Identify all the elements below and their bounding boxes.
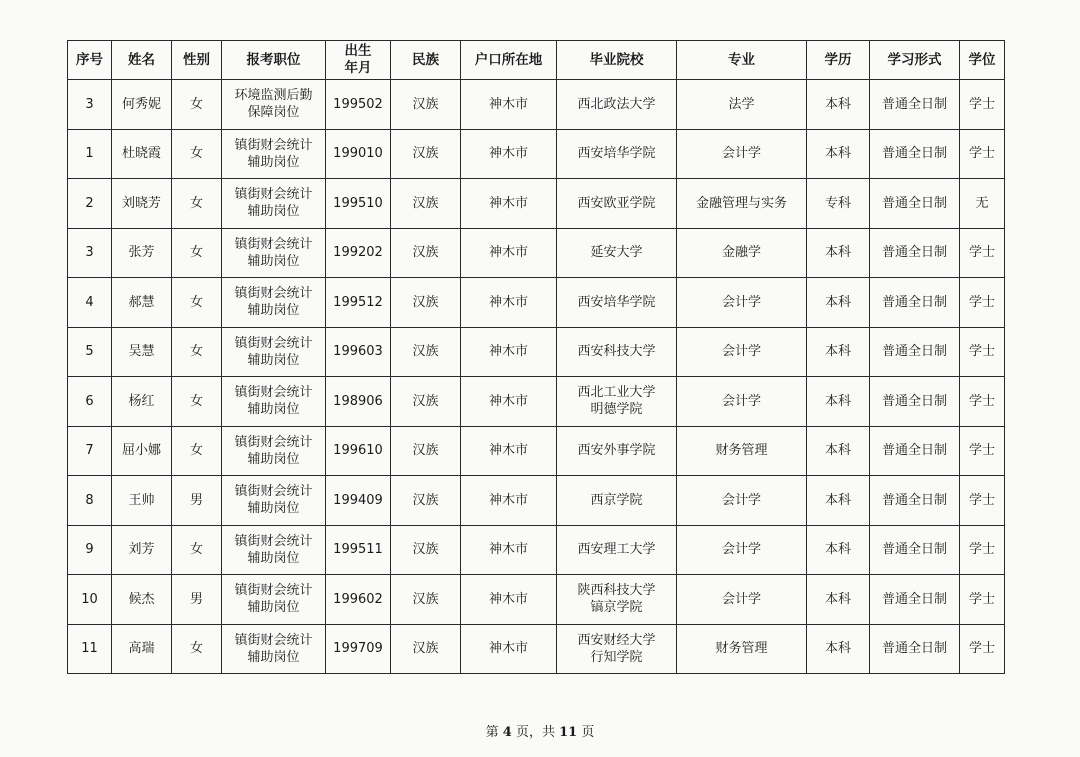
cell-col-name: 屈小娜	[112, 426, 172, 476]
cell-col-gender: 女	[172, 80, 222, 130]
cell-col-gender: 女	[172, 426, 222, 476]
cell-col-ethnicity: 汉族	[391, 327, 461, 377]
cell-col-education: 本科	[807, 80, 870, 130]
header-col-school: 毕业院校	[557, 41, 677, 80]
cell-col-gender: 女	[172, 525, 222, 575]
cell-col-degree: 学士	[960, 525, 1005, 575]
cell-col-study-mode: 普通全日制	[870, 179, 960, 229]
footer-suffix: 页	[581, 725, 595, 740]
cell-col-major: 会计学	[677, 327, 807, 377]
table-row	[68, 525, 1005, 575]
cell-col-school: 西安外事学院	[557, 426, 677, 476]
cell-col-major: 金融学	[677, 228, 807, 278]
cell-col-residence: 神木市	[461, 327, 557, 377]
cell-col-education: 本科	[807, 575, 870, 625]
cell-col-name: 高瑞	[112, 624, 172, 674]
cell-col-residence: 神木市	[461, 525, 557, 575]
cell-col-name: 刘芳	[112, 525, 172, 575]
header-col-education: 学历	[807, 41, 870, 80]
cell-col-gender: 女	[172, 129, 222, 179]
cell-col-residence: 神木市	[461, 80, 557, 130]
page-footer	[0, 721, 1080, 740]
cell-col-index: 9	[68, 525, 112, 575]
cell-col-education: 本科	[807, 327, 870, 377]
cell-col-position: 镇街财会统计 辅助岗位	[222, 327, 326, 377]
applicant-table	[67, 40, 1005, 674]
cell-col-degree: 学士	[960, 624, 1005, 674]
cell-col-ethnicity: 汉族	[391, 575, 461, 625]
cell-col-ethnicity: 汉族	[391, 80, 461, 130]
cell-col-name: 张芳	[112, 228, 172, 278]
header-col-birth: 出生 年月	[326, 41, 391, 80]
cell-col-position: 镇街财会统计 辅助岗位	[222, 575, 326, 625]
cell-col-position: 镇街财会统计 辅助岗位	[222, 426, 326, 476]
cell-col-study-mode: 普通全日制	[870, 575, 960, 625]
cell-col-index: 7	[68, 426, 112, 476]
cell-col-study-mode: 普通全日制	[870, 228, 960, 278]
cell-col-school: 西安培华学院	[557, 129, 677, 179]
header-col-ethnicity: 民族	[391, 41, 461, 80]
cell-col-name: 何秀妮	[112, 80, 172, 130]
table-row	[68, 278, 1005, 328]
cell-col-index: 10	[68, 575, 112, 625]
cell-col-birth: 199202	[326, 228, 391, 278]
cell-col-school: 陕西科技大学 镐京学院	[557, 575, 677, 625]
cell-col-residence: 神木市	[461, 129, 557, 179]
cell-col-birth: 198906	[326, 377, 391, 427]
current-page-number: 4	[502, 725, 512, 740]
cell-col-study-mode: 普通全日制	[870, 80, 960, 130]
cell-col-study-mode: 普通全日制	[870, 476, 960, 526]
cell-col-gender: 女	[172, 278, 222, 328]
table-row	[68, 426, 1005, 476]
cell-col-school: 西安培华学院	[557, 278, 677, 328]
table-row	[68, 476, 1005, 526]
cell-col-ethnicity: 汉族	[391, 278, 461, 328]
cell-col-gender: 男	[172, 476, 222, 526]
cell-col-major: 会计学	[677, 575, 807, 625]
cell-col-residence: 神木市	[461, 179, 557, 229]
table-row	[68, 624, 1005, 674]
footer-middle: 页，共	[515, 725, 555, 740]
cell-col-education: 本科	[807, 525, 870, 575]
cell-col-residence: 神木市	[461, 377, 557, 427]
total-page-count: 11	[559, 725, 578, 740]
cell-col-school: 西北政法大学	[557, 80, 677, 130]
cell-col-education: 本科	[807, 426, 870, 476]
cell-col-index: 3	[68, 228, 112, 278]
cell-col-degree: 学士	[960, 228, 1005, 278]
cell-col-degree: 学士	[960, 426, 1005, 476]
cell-col-school: 西安理工大学	[557, 525, 677, 575]
cell-col-birth: 199602	[326, 575, 391, 625]
cell-col-major: 会计学	[677, 278, 807, 328]
cell-col-school: 西京学院	[557, 476, 677, 526]
cell-col-school: 西安财经大学 行知学院	[557, 624, 677, 674]
cell-col-residence: 神木市	[461, 426, 557, 476]
cell-col-residence: 神木市	[461, 476, 557, 526]
cell-col-degree: 无	[960, 179, 1005, 229]
footer-prefix: 第	[485, 725, 499, 740]
header-col-major: 专业	[677, 41, 807, 80]
cell-col-education: 本科	[807, 129, 870, 179]
cell-col-gender: 男	[172, 575, 222, 625]
table-row	[68, 179, 1005, 229]
cell-col-education: 本科	[807, 228, 870, 278]
cell-col-study-mode: 普通全日制	[870, 377, 960, 427]
cell-col-major: 财务管理	[677, 624, 807, 674]
table-row	[68, 80, 1005, 130]
table-header-row	[68, 41, 1005, 80]
cell-col-birth: 199409	[326, 476, 391, 526]
cell-col-degree: 学士	[960, 278, 1005, 328]
cell-col-major: 会计学	[677, 129, 807, 179]
table-row	[68, 228, 1005, 278]
cell-col-major: 财务管理	[677, 426, 807, 476]
cell-col-ethnicity: 汉族	[391, 476, 461, 526]
cell-col-major: 金融管理与实务	[677, 179, 807, 229]
cell-col-name: 郝慧	[112, 278, 172, 328]
cell-col-ethnicity: 汉族	[391, 377, 461, 427]
cell-col-name: 吴慧	[112, 327, 172, 377]
cell-col-study-mode: 普通全日制	[870, 129, 960, 179]
cell-col-position: 镇街财会统计 辅助岗位	[222, 624, 326, 674]
table-row	[68, 575, 1005, 625]
cell-col-study-mode: 普通全日制	[870, 624, 960, 674]
cell-col-gender: 女	[172, 377, 222, 427]
cell-col-birth: 199709	[326, 624, 391, 674]
cell-col-position: 镇街财会统计 辅助岗位	[222, 228, 326, 278]
header-col-index: 序号	[68, 41, 112, 80]
cell-col-birth: 199511	[326, 525, 391, 575]
cell-col-ethnicity: 汉族	[391, 179, 461, 229]
cell-col-degree: 学士	[960, 377, 1005, 427]
header-col-gender: 性别	[172, 41, 222, 80]
cell-col-birth: 199510	[326, 179, 391, 229]
cell-col-index: 5	[68, 327, 112, 377]
cell-col-name: 杨红	[112, 377, 172, 427]
header-col-degree: 学位	[960, 41, 1005, 80]
cell-col-index: 11	[68, 624, 112, 674]
cell-col-school: 西安科技大学	[557, 327, 677, 377]
cell-col-residence: 神木市	[461, 624, 557, 674]
cell-col-position: 镇街财会统计 辅助岗位	[222, 278, 326, 328]
cell-col-ethnicity: 汉族	[391, 426, 461, 476]
cell-col-major: 会计学	[677, 377, 807, 427]
table-row	[68, 327, 1005, 377]
cell-col-major: 会计学	[677, 476, 807, 526]
cell-col-gender: 女	[172, 179, 222, 229]
cell-col-study-mode: 普通全日制	[870, 426, 960, 476]
cell-col-position: 镇街财会统计 辅助岗位	[222, 129, 326, 179]
cell-col-birth: 199610	[326, 426, 391, 476]
cell-col-education: 本科	[807, 377, 870, 427]
header-col-study-mode: 学习形式	[870, 41, 960, 80]
cell-col-index: 4	[68, 278, 112, 328]
cell-col-position: 镇街财会统计 辅助岗位	[222, 476, 326, 526]
cell-col-ethnicity: 汉族	[391, 624, 461, 674]
cell-col-education: 专科	[807, 179, 870, 229]
cell-col-school: 西北工业大学 明德学院	[557, 377, 677, 427]
cell-col-degree: 学士	[960, 327, 1005, 377]
cell-col-study-mode: 普通全日制	[870, 327, 960, 377]
cell-col-ethnicity: 汉族	[391, 129, 461, 179]
cell-col-birth: 199512	[326, 278, 391, 328]
cell-col-position: 环境监测后勤 保障岗位	[222, 80, 326, 130]
cell-col-school: 西安欧亚学院	[557, 179, 677, 229]
cell-col-birth: 199603	[326, 327, 391, 377]
cell-col-position: 镇街财会统计 辅助岗位	[222, 377, 326, 427]
cell-col-degree: 学士	[960, 575, 1005, 625]
cell-col-degree: 学士	[960, 476, 1005, 526]
cell-col-residence: 神木市	[461, 575, 557, 625]
table-body	[68, 80, 1005, 674]
cell-col-residence: 神木市	[461, 278, 557, 328]
cell-col-study-mode: 普通全日制	[870, 278, 960, 328]
cell-col-gender: 女	[172, 624, 222, 674]
header-col-residence: 户口所在地	[461, 41, 557, 80]
cell-col-gender: 女	[172, 327, 222, 377]
cell-col-degree: 学士	[960, 80, 1005, 130]
header-col-name: 姓名	[112, 41, 172, 80]
cell-col-name: 候杰	[112, 575, 172, 625]
cell-col-position: 镇街财会统计 辅助岗位	[222, 179, 326, 229]
cell-col-gender: 女	[172, 228, 222, 278]
cell-col-ethnicity: 汉族	[391, 525, 461, 575]
cell-col-name: 杜晓霞	[112, 129, 172, 179]
table-row	[68, 377, 1005, 427]
cell-col-residence: 神木市	[461, 228, 557, 278]
table-row	[68, 129, 1005, 179]
cell-col-birth: 199010	[326, 129, 391, 179]
cell-col-education: 本科	[807, 278, 870, 328]
cell-col-study-mode: 普通全日制	[870, 525, 960, 575]
cell-col-index: 1	[68, 129, 112, 179]
cell-col-birth: 199502	[326, 80, 391, 130]
cell-col-index: 6	[68, 377, 112, 427]
cell-col-index: 2	[68, 179, 112, 229]
cell-col-education: 本科	[807, 476, 870, 526]
cell-col-major: 会计学	[677, 525, 807, 575]
cell-col-index: 3	[68, 80, 112, 130]
cell-col-name: 王帅	[112, 476, 172, 526]
cell-col-education: 本科	[807, 624, 870, 674]
cell-col-index: 8	[68, 476, 112, 526]
header-col-position: 报考职位	[222, 41, 326, 80]
cell-col-ethnicity: 汉族	[391, 228, 461, 278]
cell-col-position: 镇街财会统计 辅助岗位	[222, 525, 326, 575]
cell-col-degree: 学士	[960, 129, 1005, 179]
cell-col-school: 延安大学	[557, 228, 677, 278]
cell-col-name: 刘晓芳	[112, 179, 172, 229]
cell-col-major: 法学	[677, 80, 807, 130]
